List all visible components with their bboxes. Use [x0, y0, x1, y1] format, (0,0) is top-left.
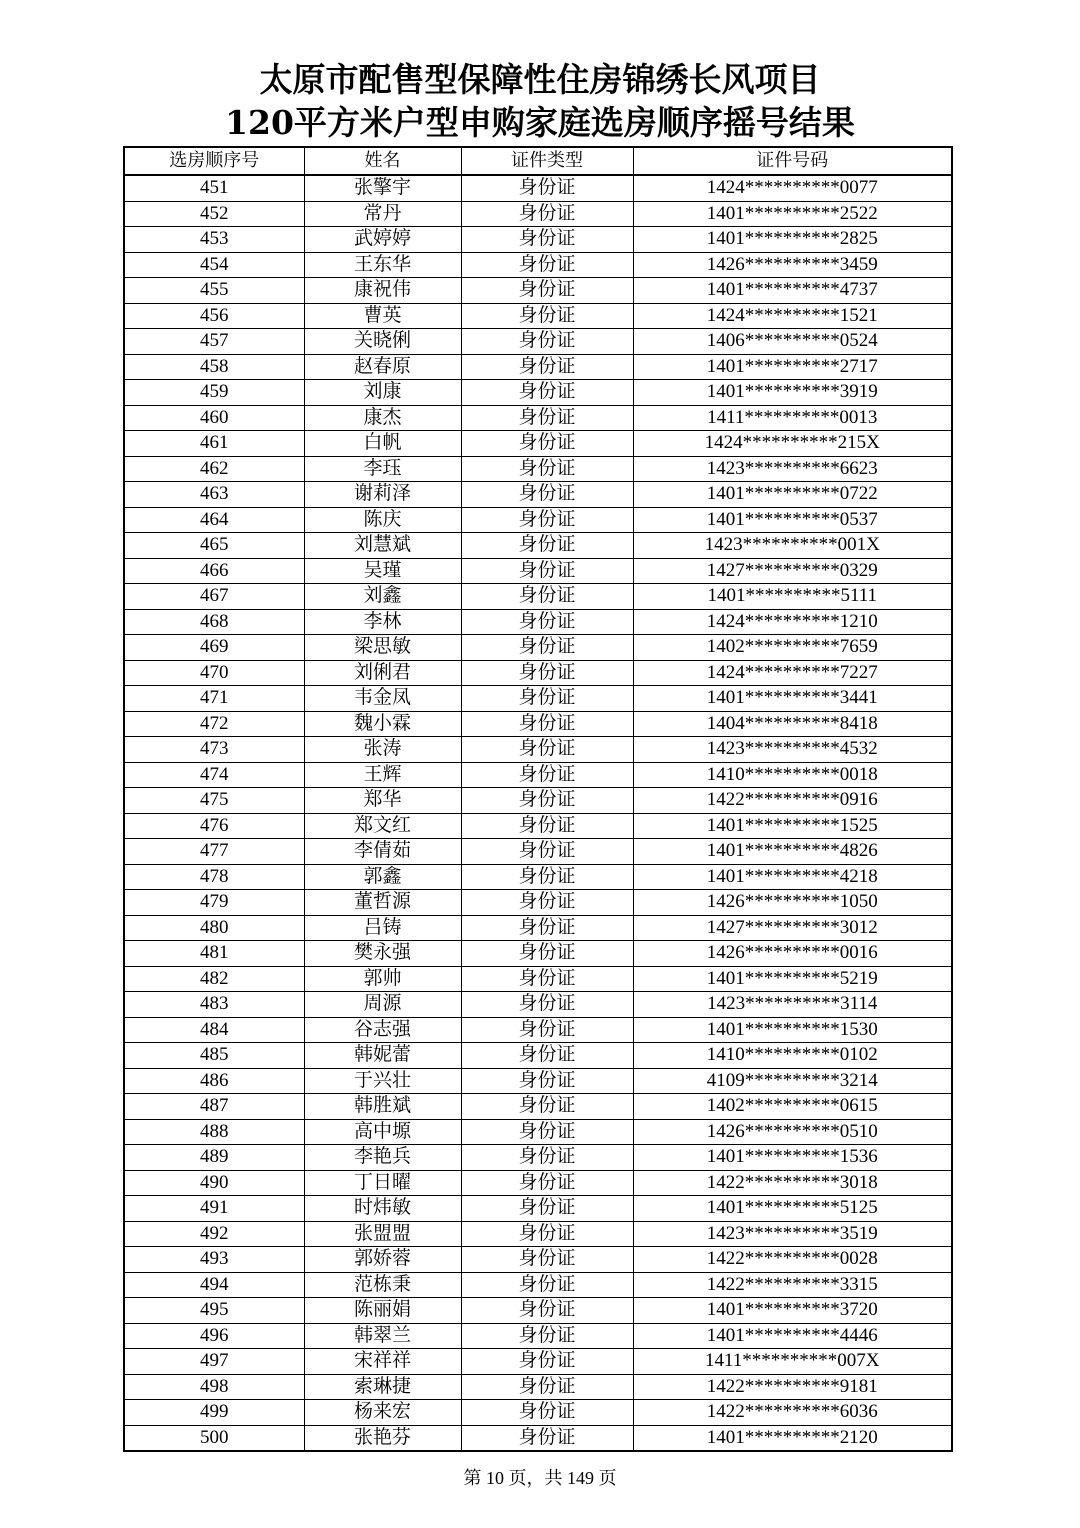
- order-cell: 489: [124, 1145, 304, 1171]
- name-cell: 索琳捷: [304, 1374, 461, 1400]
- table-row: [124, 1017, 952, 1043]
- id-number-cell: 1411**********007X: [633, 1349, 952, 1375]
- order-cell: 487: [124, 1094, 304, 1120]
- id-number-cell: 1401**********1525: [633, 813, 952, 839]
- id-number-cell: 1427**********3012: [633, 915, 952, 941]
- order-cell: 485: [124, 1043, 304, 1069]
- id-number-cell: 1422**********0028: [633, 1247, 952, 1273]
- table-row: [124, 1068, 952, 1094]
- id-type-cell: 身份证: [461, 1170, 633, 1196]
- name-cell: 李林: [304, 609, 461, 635]
- name-cell: 谷志强: [304, 1017, 461, 1043]
- name-cell: 康杰: [304, 405, 461, 431]
- id-number-cell: 1402**********0615: [633, 1094, 952, 1120]
- page-title: 太原市配售型保障性住房锦绣长风项目: [259, 60, 821, 99]
- id-number-cell: 4109**********3214: [633, 1068, 952, 1094]
- id-type-cell: 身份证: [461, 533, 633, 559]
- id-type-cell: 身份证: [461, 201, 633, 227]
- table-row: [124, 966, 952, 992]
- order-cell: 499: [124, 1400, 304, 1426]
- id-number-cell: 1404**********8418: [633, 711, 952, 737]
- name-cell: 李倩茹: [304, 839, 461, 865]
- id-number-cell: 1424**********1521: [633, 303, 952, 329]
- table-row: [124, 1145, 952, 1171]
- id-number-cell: 1410**********0102: [633, 1043, 952, 1069]
- order-cell: 468: [124, 609, 304, 635]
- id-number-cell: 1401**********5219: [633, 966, 952, 992]
- order-cell: 472: [124, 711, 304, 737]
- id-number-cell: 1422**********0916: [633, 788, 952, 814]
- id-number-cell: 1401**********5125: [633, 1196, 952, 1222]
- table-row: [124, 175, 952, 201]
- name-cell: 白帆: [304, 431, 461, 457]
- table-row: [124, 762, 952, 788]
- id-number-cell: 1401**********2522: [633, 201, 952, 227]
- order-cell: 491: [124, 1196, 304, 1222]
- table-row: [124, 839, 952, 865]
- table-row: [124, 1323, 952, 1349]
- id-type-cell: 身份证: [461, 992, 633, 1018]
- order-cell: 486: [124, 1068, 304, 1094]
- table-row: [124, 227, 952, 253]
- id-type-cell: 身份证: [461, 1094, 633, 1120]
- table-row: [124, 380, 952, 406]
- id-number-cell: 1424**********1210: [633, 609, 952, 635]
- id-type-cell: 身份证: [461, 227, 633, 253]
- table-row: [124, 1425, 952, 1451]
- id-number-cell: 1426**********3459: [633, 252, 952, 278]
- id-number-cell: 1426**********0510: [633, 1119, 952, 1145]
- name-cell: 周源: [304, 992, 461, 1018]
- id-number-cell: 1401**********4446: [633, 1323, 952, 1349]
- results-table: [123, 146, 953, 1452]
- table-row: [124, 252, 952, 278]
- id-type-cell: 身份证: [461, 482, 633, 508]
- id-number-cell: 1423**********4532: [633, 737, 952, 763]
- id-type-cell: 身份证: [461, 1196, 633, 1222]
- id-type-cell: 身份证: [461, 915, 633, 941]
- order-cell: 480: [124, 915, 304, 941]
- order-cell: 492: [124, 1221, 304, 1247]
- name-cell: 高中塬: [304, 1119, 461, 1145]
- order-cell: 481: [124, 941, 304, 967]
- order-cell: 500: [124, 1425, 304, 1451]
- name-cell: 韩胜斌: [304, 1094, 461, 1120]
- order-cell: 455: [124, 278, 304, 304]
- id-number-cell: 1401**********2120: [633, 1425, 952, 1451]
- table-row: [124, 533, 952, 559]
- column-header-id-number: 证件号码: [633, 147, 952, 175]
- column-header-name: 姓名: [304, 147, 461, 175]
- order-cell: 482: [124, 966, 304, 992]
- table-row: [124, 660, 952, 686]
- order-cell: 470: [124, 660, 304, 686]
- id-number-cell: 1423**********001X: [633, 533, 952, 559]
- name-cell: 刘俐君: [304, 660, 461, 686]
- id-number-cell: 1401**********2717: [633, 354, 952, 380]
- id-number-cell: 1401**********4826: [633, 839, 952, 865]
- order-cell: 484: [124, 1017, 304, 1043]
- id-number-cell: 1401**********5111: [633, 584, 952, 610]
- table-row: [124, 813, 952, 839]
- order-cell: 456: [124, 303, 304, 329]
- id-type-cell: 身份证: [461, 380, 633, 406]
- id-type-cell: 身份证: [461, 1272, 633, 1298]
- name-cell: 李艳兵: [304, 1145, 461, 1171]
- name-cell: 常丹: [304, 201, 461, 227]
- id-type-cell: 身份证: [461, 1425, 633, 1451]
- name-cell: 樊永强: [304, 941, 461, 967]
- name-cell: 吴瑾: [304, 558, 461, 584]
- name-cell: 曹英: [304, 303, 461, 329]
- id-type-cell: 身份证: [461, 354, 633, 380]
- id-type-cell: 身份证: [461, 1017, 633, 1043]
- name-cell: 张擎宇: [304, 175, 461, 201]
- order-cell: 460: [124, 405, 304, 431]
- table-row: [124, 992, 952, 1018]
- column-header-order: 选房顺序号: [124, 147, 304, 175]
- id-type-cell: 身份证: [461, 175, 633, 201]
- table-row: [124, 1349, 952, 1375]
- id-type-cell: 身份证: [461, 1323, 633, 1349]
- name-cell: 韩翠兰: [304, 1323, 461, 1349]
- table-row: [124, 1094, 952, 1120]
- name-cell: 李珏: [304, 456, 461, 482]
- id-type-cell: 身份证: [461, 635, 633, 661]
- name-cell: 范栋秉: [304, 1272, 461, 1298]
- order-cell: 454: [124, 252, 304, 278]
- table-row: [124, 507, 952, 533]
- id-type-cell: 身份证: [461, 405, 633, 431]
- order-cell: 459: [124, 380, 304, 406]
- order-cell: 494: [124, 1272, 304, 1298]
- table-row: [124, 1298, 952, 1324]
- table-row: [124, 915, 952, 941]
- id-number-cell: 1422**********6036: [633, 1400, 952, 1426]
- id-number-cell: 1426**********1050: [633, 890, 952, 916]
- table-row: [124, 711, 952, 737]
- table-row: [124, 431, 952, 457]
- id-number-cell: 1424**********0077: [633, 175, 952, 201]
- table-row: [124, 303, 952, 329]
- id-type-cell: 身份证: [461, 1221, 633, 1247]
- name-cell: 韩妮蕾: [304, 1043, 461, 1069]
- id-type-cell: 身份证: [461, 1349, 633, 1375]
- id-number-cell: 1401**********3919: [633, 380, 952, 406]
- id-type-cell: 身份证: [461, 660, 633, 686]
- order-cell: 498: [124, 1374, 304, 1400]
- id-type-cell: 身份证: [461, 303, 633, 329]
- id-number-cell: 1424**********215X: [633, 431, 952, 457]
- order-cell: 495: [124, 1298, 304, 1324]
- table-row: [124, 329, 952, 355]
- id-number-cell: 1406**********0524: [633, 329, 952, 355]
- order-cell: 497: [124, 1349, 304, 1375]
- table-row: [124, 482, 952, 508]
- id-number-cell: 1426**********0016: [633, 941, 952, 967]
- table-row: [124, 788, 952, 814]
- id-number-cell: 1423**********3114: [633, 992, 952, 1018]
- name-cell: 刘鑫: [304, 584, 461, 610]
- order-cell: 463: [124, 482, 304, 508]
- id-type-cell: 身份证: [461, 941, 633, 967]
- name-cell: 关晓俐: [304, 329, 461, 355]
- order-cell: 453: [124, 227, 304, 253]
- page-subtitle: 120平方米户型申购家庭选房顺序摇号结果: [225, 103, 855, 142]
- order-cell: 462: [124, 456, 304, 482]
- order-cell: 488: [124, 1119, 304, 1145]
- id-number-cell: 1422**********3018: [633, 1170, 952, 1196]
- id-type-cell: 身份证: [461, 813, 633, 839]
- column-header-id-type: 证件类型: [461, 147, 633, 175]
- order-cell: 475: [124, 788, 304, 814]
- order-cell: 465: [124, 533, 304, 559]
- id-type-cell: 身份证: [461, 686, 633, 712]
- table-row: [124, 737, 952, 763]
- name-cell: 宋祥祥: [304, 1349, 461, 1375]
- id-number-cell: 1401**********1536: [633, 1145, 952, 1171]
- order-cell: 467: [124, 584, 304, 610]
- table-row: [124, 201, 952, 227]
- id-type-cell: 身份证: [461, 864, 633, 890]
- name-cell: 郭帅: [304, 966, 461, 992]
- id-number-cell: 1427**********0329: [633, 558, 952, 584]
- name-cell: 陈丽娟: [304, 1298, 461, 1324]
- id-type-cell: 身份证: [461, 966, 633, 992]
- order-cell: 461: [124, 431, 304, 457]
- table-row: [124, 1221, 952, 1247]
- name-cell: 陈庆: [304, 507, 461, 533]
- id-type-cell: 身份证: [461, 609, 633, 635]
- order-cell: 476: [124, 813, 304, 839]
- name-cell: 谢莉泽: [304, 482, 461, 508]
- table-row: [124, 1247, 952, 1273]
- order-cell: 466: [124, 558, 304, 584]
- id-type-cell: 身份证: [461, 431, 633, 457]
- name-cell: 董哲源: [304, 890, 461, 916]
- name-cell: 丁日曜: [304, 1170, 461, 1196]
- table-header-row: [124, 147, 952, 175]
- name-cell: 张涛: [304, 737, 461, 763]
- table-row: [124, 1400, 952, 1426]
- table-row: [124, 278, 952, 304]
- id-type-cell: 身份证: [461, 507, 633, 533]
- name-cell: 于兴壮: [304, 1068, 461, 1094]
- order-cell: 457: [124, 329, 304, 355]
- name-cell: 郑华: [304, 788, 461, 814]
- table-row: [124, 1043, 952, 1069]
- order-cell: 493: [124, 1247, 304, 1273]
- id-type-cell: 身份证: [461, 762, 633, 788]
- table-row: [124, 609, 952, 635]
- id-number-cell: 1402**********7659: [633, 635, 952, 661]
- name-cell: 郭娇蓉: [304, 1247, 461, 1273]
- name-cell: 王辉: [304, 762, 461, 788]
- table-body: [124, 175, 952, 1451]
- table-row: [124, 1170, 952, 1196]
- id-type-cell: 身份证: [461, 788, 633, 814]
- name-cell: 杨来宏: [304, 1400, 461, 1426]
- id-number-cell: 1422**********9181: [633, 1374, 952, 1400]
- id-type-cell: 身份证: [461, 1247, 633, 1273]
- id-number-cell: 1401**********0537: [633, 507, 952, 533]
- id-type-cell: 身份证: [461, 1068, 633, 1094]
- name-cell: 康祝伟: [304, 278, 461, 304]
- table-row: [124, 941, 952, 967]
- name-cell: 王东华: [304, 252, 461, 278]
- name-cell: 刘慧斌: [304, 533, 461, 559]
- id-type-cell: 身份证: [461, 890, 633, 916]
- id-type-cell: 身份证: [461, 329, 633, 355]
- id-type-cell: 身份证: [461, 278, 633, 304]
- order-cell: 483: [124, 992, 304, 1018]
- id-type-cell: 身份证: [461, 839, 633, 865]
- id-number-cell: 1410**********0018: [633, 762, 952, 788]
- id-type-cell: 身份证: [461, 737, 633, 763]
- order-cell: 458: [124, 354, 304, 380]
- name-cell: 韦金凤: [304, 686, 461, 712]
- order-cell: 471: [124, 686, 304, 712]
- name-cell: 吕铸: [304, 915, 461, 941]
- table-row: [124, 354, 952, 380]
- order-cell: 473: [124, 737, 304, 763]
- order-cell: 477: [124, 839, 304, 865]
- name-cell: 梁思敏: [304, 635, 461, 661]
- table-row: [124, 686, 952, 712]
- id-type-cell: 身份证: [461, 584, 633, 610]
- id-number-cell: 1401**********2825: [633, 227, 952, 253]
- table-row: [124, 456, 952, 482]
- id-type-cell: 身份证: [461, 252, 633, 278]
- id-type-cell: 身份证: [461, 456, 633, 482]
- table-row: [124, 405, 952, 431]
- id-number-cell: 1401**********1530: [633, 1017, 952, 1043]
- table-row: [124, 584, 952, 610]
- id-number-cell: 1401**********4218: [633, 864, 952, 890]
- id-type-cell: 身份证: [461, 1298, 633, 1324]
- id-number-cell: 1424**********7227: [633, 660, 952, 686]
- table-row: [124, 558, 952, 584]
- id-number-cell: 1401**********3441: [633, 686, 952, 712]
- id-number-cell: 1401**********0722: [633, 482, 952, 508]
- table-row: [124, 635, 952, 661]
- id-type-cell: 身份证: [461, 1043, 633, 1069]
- id-number-cell: 1401**********3720: [633, 1298, 952, 1324]
- table-row: [124, 1272, 952, 1298]
- order-cell: 490: [124, 1170, 304, 1196]
- order-cell: 452: [124, 201, 304, 227]
- id-type-cell: 身份证: [461, 1400, 633, 1426]
- name-cell: 赵春原: [304, 354, 461, 380]
- order-cell: 474: [124, 762, 304, 788]
- name-cell: 张盟盟: [304, 1221, 461, 1247]
- name-cell: 郭鑫: [304, 864, 461, 890]
- name-cell: 武婷婷: [304, 227, 461, 253]
- table-row: [124, 1196, 952, 1222]
- name-cell: 郑文红: [304, 813, 461, 839]
- order-cell: 478: [124, 864, 304, 890]
- order-cell: 451: [124, 175, 304, 201]
- id-number-cell: 1411**********0013: [633, 405, 952, 431]
- page-footer: 第 10 页，共 149 页: [463, 1468, 617, 1488]
- name-cell: 刘康: [304, 380, 461, 406]
- order-cell: 496: [124, 1323, 304, 1349]
- id-type-cell: 身份证: [461, 1145, 633, 1171]
- name-cell: 时炜敏: [304, 1196, 461, 1222]
- table-row: [124, 1119, 952, 1145]
- table-row: [124, 864, 952, 890]
- id-type-cell: 身份证: [461, 558, 633, 584]
- name-cell: 魏小霖: [304, 711, 461, 737]
- order-cell: 464: [124, 507, 304, 533]
- id-number-cell: 1422**********3315: [633, 1272, 952, 1298]
- table-row: [124, 1374, 952, 1400]
- id-type-cell: 身份证: [461, 1374, 633, 1400]
- id-number-cell: 1423**********3519: [633, 1221, 952, 1247]
- order-cell: 479: [124, 890, 304, 916]
- id-type-cell: 身份证: [461, 1119, 633, 1145]
- id-type-cell: 身份证: [461, 711, 633, 737]
- id-number-cell: 1423**********6623: [633, 456, 952, 482]
- order-cell: 469: [124, 635, 304, 661]
- id-number-cell: 1401**********4737: [633, 278, 952, 304]
- table-row: [124, 890, 952, 916]
- name-cell: 张艳芬: [304, 1425, 461, 1451]
